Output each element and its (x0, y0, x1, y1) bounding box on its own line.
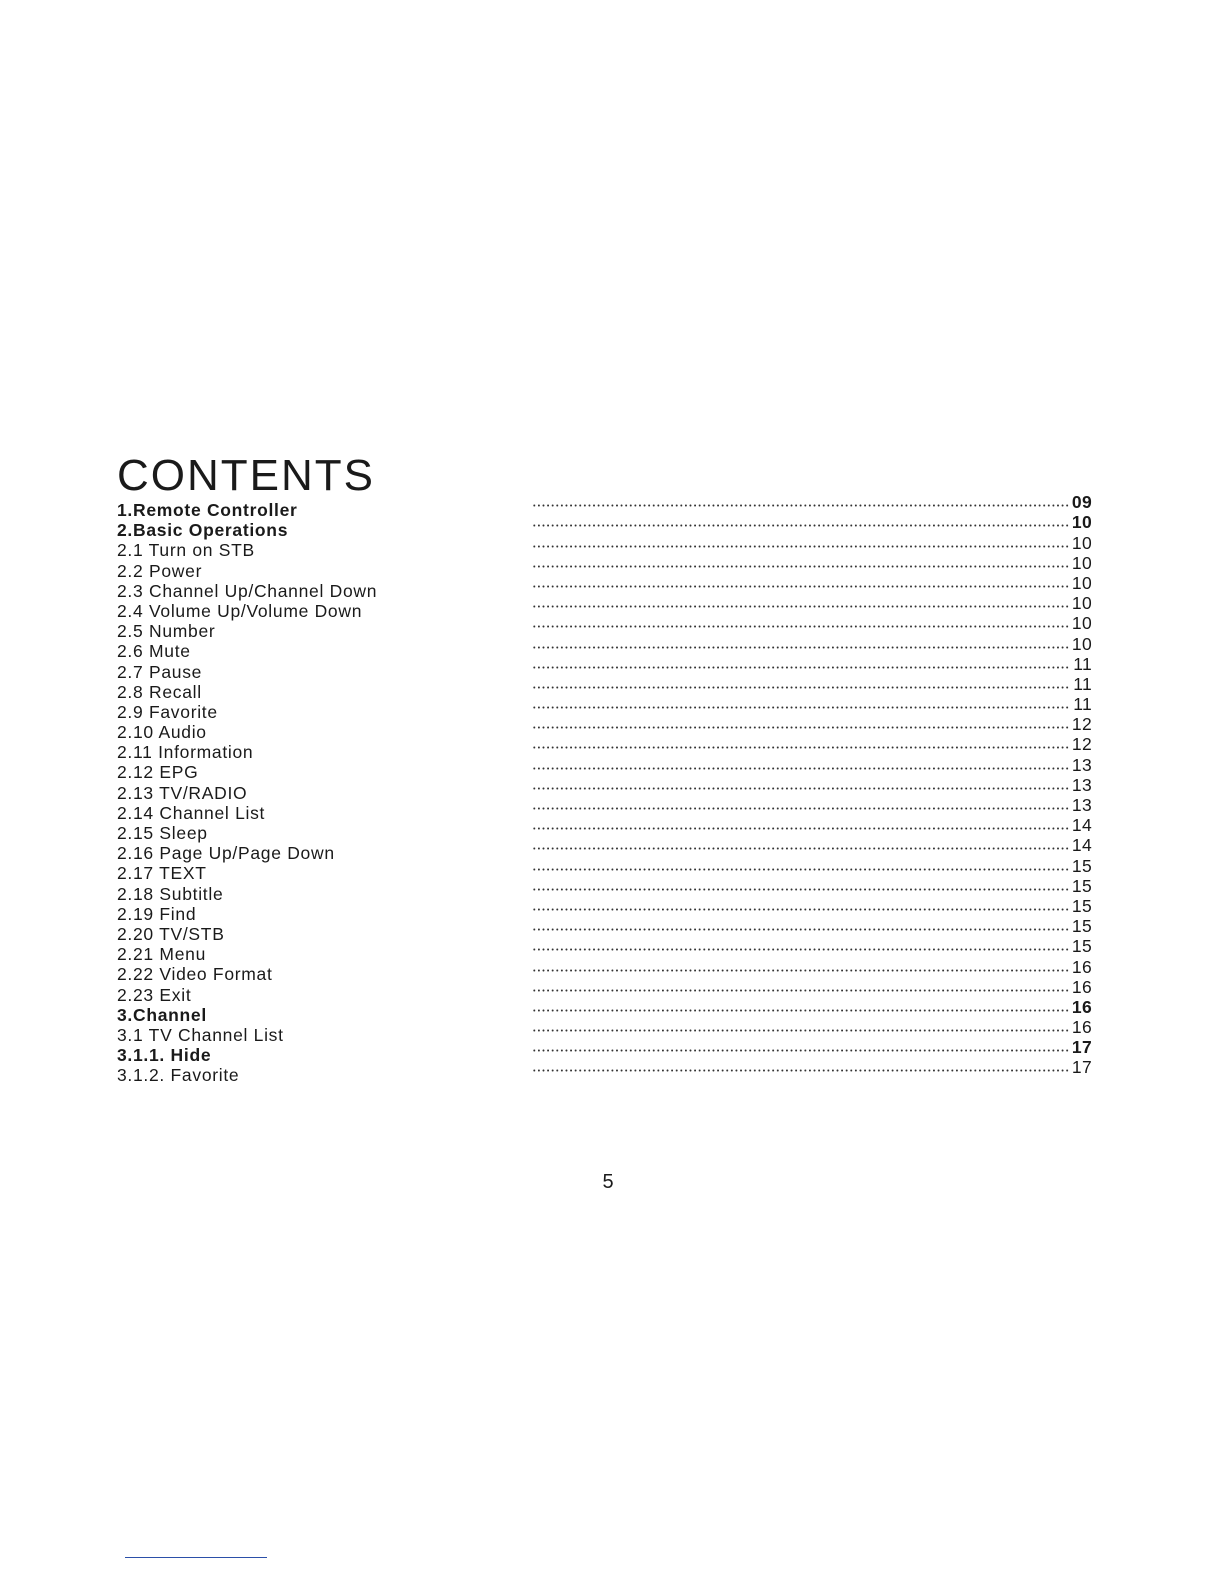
toc-entry-label: 3.1 TV Channel List (117, 1024, 284, 1045)
toc-entry-label: 2.11 Information (117, 742, 254, 763)
dot-leader (532, 1009, 1069, 1012)
toc-entry-label: 3.Channel (117, 1004, 207, 1025)
toc-entry-label: 3.1.1. Hide (117, 1045, 212, 1066)
dot-leader (532, 928, 1069, 931)
dot-leader (532, 726, 1069, 729)
toc-entry-leader-row (532, 593, 1092, 613)
toc-entry-leader-row (532, 613, 1092, 633)
dot-leader (532, 504, 1069, 507)
toc-entry-page-number: 16 (1071, 996, 1092, 1017)
toc-entry-page-number: 10 (1071, 572, 1092, 593)
toc-entry-label: 2.18 Subtitle (117, 883, 224, 904)
toc-entry-leader-row (532, 694, 1092, 714)
toc-entry-leader-row (532, 553, 1092, 573)
dot-leader (532, 908, 1069, 911)
toc-entry-label: 1.Remote Controller (117, 500, 298, 520)
toc-entry-page-number: 13 (1071, 795, 1092, 815)
toc-entry-leader-row (532, 492, 1092, 512)
dot-leader (532, 706, 1069, 709)
toc-page-numbers-column (532, 492, 1092, 1077)
dot-leader (532, 545, 1069, 548)
toc-entry-leader-row (532, 956, 1092, 976)
dot-leader (532, 565, 1069, 568)
toc-entry-page-number: 10 (1071, 613, 1092, 634)
toc-entry-page-number: 15 (1071, 855, 1092, 876)
toc-entry-label: 2.22 Video Format (117, 964, 273, 985)
toc-entry-leader-row (532, 876, 1092, 896)
toc-entry-leader-row (532, 855, 1092, 875)
toc-entry-label: 2.13 TV/RADIO (117, 782, 248, 803)
toc-labels-column (117, 500, 517, 1085)
toc-entry-label: 2.Basic Operations (117, 520, 289, 541)
toc-entry-leader-row (532, 916, 1092, 936)
toc-entry-page-number: 16 (1071, 956, 1092, 977)
toc-entry-label: 2.14 Channel List (117, 802, 266, 823)
toc-entry-leader-row (532, 795, 1092, 815)
dot-leader (532, 1029, 1069, 1032)
dot-leader (532, 888, 1069, 891)
dot-leader (532, 969, 1069, 972)
dot-leader (532, 807, 1069, 810)
toc-entry-label: 2.8 Recall (117, 681, 202, 702)
toc-entry-page-number: 11 (1073, 694, 1092, 715)
toc-entry-page-number: 12 (1071, 734, 1092, 755)
dot-leader (532, 686, 1069, 689)
toc-entry-leader-row (532, 1057, 1092, 1077)
toc-entry-page-number: 16 (1071, 1017, 1092, 1038)
toc-entry-page-number: 13 (1071, 754, 1092, 775)
dot-leader (532, 1049, 1069, 1052)
toc-entry-leader-row (532, 532, 1092, 552)
toc-entry-label: 2.20 TV/STB (117, 923, 225, 944)
toc-entry-page-number: 11 (1073, 673, 1092, 694)
toc-entry-label: 2.7 Pause (117, 661, 203, 682)
toc-entry-leader-row (532, 815, 1092, 835)
toc-entry-leader-row (532, 835, 1092, 855)
footer-page-number: 5 (602, 1171, 614, 1193)
dot-leader (532, 827, 1069, 830)
toc-entry-leader-row (532, 896, 1092, 916)
dot-leader (532, 989, 1069, 992)
bottom-rule-divider (125, 1557, 267, 1558)
dot-leader (532, 524, 1069, 527)
toc-entry-label: 2.3 Channel Up/Channel Down (117, 580, 378, 601)
dot-leader (532, 625, 1069, 628)
toc-entry-label: 2.10 Audio (117, 722, 207, 743)
toc-entry-label: 2.5 Number (117, 621, 216, 642)
dot-leader (532, 847, 1069, 850)
dot-leader (532, 787, 1069, 790)
toc-entry-label: 2.19 Find (117, 903, 197, 924)
toc-entry-page-number: 15 (1071, 936, 1092, 957)
toc-entry-label: 2.9 Favorite (117, 701, 218, 722)
toc-entry-label: 2.17 TEXT (117, 863, 207, 884)
toc-entry-leader-row (532, 936, 1092, 956)
toc-entry-label: 2.2 Power (117, 560, 203, 581)
toc-entry-page-number: 11 (1073, 653, 1092, 674)
contents-title: CONTENTS (117, 451, 375, 500)
toc-entry-page-number: 14 (1071, 835, 1092, 856)
toc-entry-leader-row (532, 633, 1092, 653)
dot-leader (532, 605, 1069, 608)
dot-leader (532, 948, 1069, 951)
toc-entry-label: 2.23 Exit (117, 984, 192, 1005)
toc-entry-label: 2.1 Turn on STB (117, 540, 255, 561)
toc-entry-leader-row (532, 512, 1092, 532)
dot-leader (532, 585, 1069, 588)
dot-leader (532, 646, 1069, 649)
toc-entry-page-number: 10 (1071, 532, 1092, 553)
toc-entry-page-number: 16 (1071, 976, 1092, 997)
toc-entry-leader-row (532, 1017, 1092, 1037)
toc-entry-label: 2.16 Page Up/Page Down (117, 843, 335, 864)
dot-leader (532, 1069, 1069, 1072)
toc-entry-page-number: 10 (1071, 633, 1092, 654)
toc-entry-page-number: 15 (1071, 875, 1092, 896)
toc-entry-page-number: 13 (1071, 774, 1092, 795)
toc-entry-label: 2.15 Sleep (117, 823, 208, 843)
toc-entry-label: 2.12 EPG (117, 762, 199, 783)
toc-entry-page-number: 12 (1071, 714, 1092, 735)
toc-entry-leader-row (532, 573, 1092, 593)
toc-entry-label: 2.21 Menu (117, 944, 206, 965)
toc-entry-page-number: 17 (1071, 1057, 1092, 1078)
toc-entry-leader-row (532, 674, 1092, 694)
dot-leader (532, 746, 1069, 749)
toc-entry-leader-row (532, 754, 1092, 774)
toc-entry-leader-row (532, 1037, 1092, 1057)
dot-leader (532, 767, 1069, 770)
toc-entry-page-number: 15 (1071, 895, 1092, 916)
toc-entry-page-number: 09 (1071, 492, 1092, 513)
dot-leader (532, 666, 1069, 669)
toc-entry-leader-row (532, 714, 1092, 734)
toc-entry-page-number: 10 (1071, 552, 1092, 573)
toc-entry-leader-row (532, 734, 1092, 754)
toc-entry-leader-row (532, 654, 1092, 674)
toc-entry-leader-row (532, 775, 1092, 795)
dot-leader (532, 868, 1069, 871)
toc-entry-page-number: 10 (1071, 593, 1092, 614)
toc-entry-page-number: 15 (1071, 916, 1092, 937)
toc-entry-leader-row (532, 997, 1092, 1017)
toc-entry-leader-row (532, 977, 1092, 997)
toc-entry-label: 3.1.2. Favorite (117, 1065, 240, 1086)
toc-entry-page-number: 14 (1071, 815, 1092, 836)
toc-entry-page-number: 10 (1071, 512, 1092, 533)
toc-entry-label: 2.4 Volume Up/Volume Down (117, 600, 363, 621)
toc-entry-page-number: 17 (1071, 1037, 1092, 1058)
toc-entry-label: 2.6 Mute (117, 641, 191, 662)
